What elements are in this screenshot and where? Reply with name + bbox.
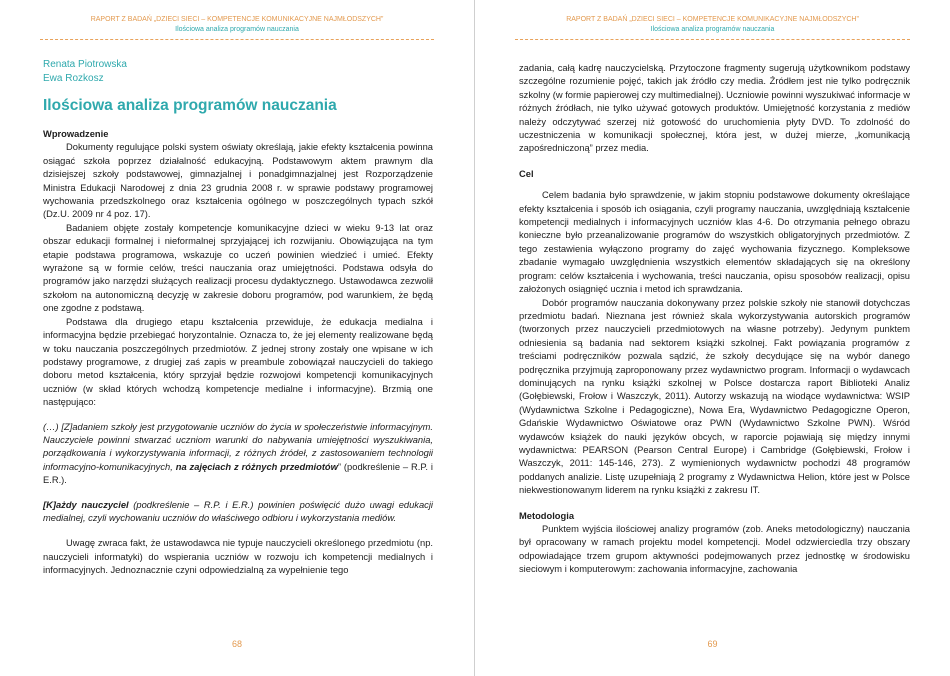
spacer (519, 156, 910, 168)
quote-text: (podkreślenie – R.P. i E.R.) powinien poświęcić dużo uwagi edukacji medialnej, czyli wychowaniu uczniów do właściwego odbioru i wykorzystania mediów. (43, 499, 434, 523)
section-title: Ilościowa analiza programów nauczania (650, 26, 775, 33)
right-body (519, 62, 910, 577)
heading-methodology: Metodologia (519, 510, 575, 521)
quote-emphasis: na zajęciach z różnych przedmiotów (175, 461, 338, 472)
left-body (43, 58, 433, 578)
report-title: RAPORT Z BADAŃ „DZIECI SIECI – KOMPETENCJE KOMUNIKACYJNE NAJMŁODSZYCH” (566, 16, 859, 23)
paragraph: Uwagę zwraca fakt, że ustawodawca nie typuje nauczycieli określonego przedmiotu (np. nauczycieli informatyki) do wspierania uczniów w rozwoju ich kompetencji medialnych i informacyjnych. Jednoznacznie czyni odpowiedzialną za wypełnienie tego (43, 538, 433, 576)
author-2: Ewa Rozkosz (43, 73, 104, 84)
header-divider (40, 39, 434, 40)
spacer (519, 181, 910, 189)
paragraph: Badaniem objęte zostały kompetencje komunikacyjne dzieci w wieku 9-13 lat oraz obszar edukacji formalnej i nieformalnej sprzyjającej ich rozwijaniu. Obowiązująca na tym etapie podstawa programowa, wskazuje co uczeń powinien wiedzieć i umieć. Efekty wyrażone są w formie celów, treści nauczania oraz umiejętności. Podstawa odsyła do programów jako narzędzi służących realizacji procesu dydaktycznego. Ustawodawca zezwolił szkołom na autonomiczną decyzję w zakresie doboru programów, pod warunkiem, że będą one zgodne z podstawą. (43, 222, 433, 314)
heading-goal: Cel (519, 168, 534, 179)
quote-note: ” (podkreślenie – R.P. i E.R.). (43, 461, 433, 486)
heading-intro: Wprowadzenie (43, 129, 109, 139)
author-1: Renata Piotrowska (43, 59, 127, 70)
paragraph: Celem badania było sprawdzenie, w jakim stopniu podstawowe dokumenty określające efekty kształcenia i sposób ich osiągania, czyli programy nauczania, uwzględniają kształcenie kompetencji medialnych i informacyjnych uczniów klas 4-6. Do otrzymania pełnego obrazu konieczne było przeanalizowanie programów do wszystkich obligatoryjnych przedmiotów. Z tego zestawienia wyłączono programy do zajęć wychowania fizycznego. Kompleksowe zbadanie wymagało uwzględnienia wszystkich elementów składających się na określony program: celów kształcenia i wychowania, treści nauczania, opisu sposobów realizacji, opisu założonych osiągnięć ucznia i metod ich sprawdzania. (519, 190, 910, 295)
running-head (40, 15, 434, 35)
chapter-title: Ilościowa analiza programów nauczania (43, 97, 337, 114)
paragraph: zadania, całą kadrę nauczycielską. Przytoczone fragmenty sugerują użytkownikom podstawy szczególne rozumienie pojęć, takich jak źródło czy media. Źródłem jest nie tylko podręcznik szkolny (w formie papierowej czy multimedialnej). Uczniowie powinni wyszukiwać informacje w różnych źródłach, nie tylko używać gotowych produktów. Umiejętność korzystania z mediów należy odczytywać szerzej niż gotowość do uruchomienia płyty DVD. To zdolność do uczestniczenia w komunikacji społecznej, która jest, w dużej mierze, „komunikacją zapośredniczoną” przez media. (519, 63, 911, 154)
quote-text: (…) [Z]adaniem szkoły jest przygotowanie uczniów do życia w społeczeństwie informacyjnym. Nauczyciele powinni stwarzać uczniom warunki do nabywania umiejętności wyszukiwania, porządkowania i wykorzystywania informacji, z różnych źródeł, z zastosowaniem technologii informacyjno-komunikacyjnych, (43, 421, 433, 472)
page-number: 69 (707, 639, 718, 649)
paragraph: Punktem wyjścia ilościowej analizy programów (zob. Aneks metodologiczny) nauczania był opracowany w ramach projektu model kompetencji. Model odzwierciedla trzy obszary odpowiadające trzem grupom aktywności podejmowanych przez jednostkę w środowisku sieciowym i komputerowym: zachowania informacyjne, zachowania (519, 524, 910, 575)
paragraph: Podstawa dla drugiego etapu kształcenia przewiduje, że edukacja medialna i informacyjna będzie przebiegać horyzontalnie. Oznacza to, że jej elementy realizowane będą w toku nauczania poszczególnych przedmiotów. Z jednej strony zostały one wpisane w ich podstawy programowe, z drugiej zaś zapis w preambule zobowiązał nauczycieli do takiego doboru metod kształcenia, który sprzyjał będzie rozwojowi kompetencji komunikacyjnych uczniów (w skład których wchodzą kompetencje medialne i informacyjne). Brzmią one następująco: (43, 316, 433, 408)
section-title: Ilościowa analiza programów nauczania (175, 26, 299, 33)
running-head (515, 15, 910, 35)
page-number: 68 (231, 639, 242, 649)
right-page (475, 0, 950, 676)
quote-1 (43, 421, 433, 488)
spacer (43, 525, 433, 537)
quote-2 (43, 499, 433, 526)
header-divider (515, 39, 910, 40)
paragraph: Dobór programów nauczania dokonywany przez polskie szkoły nie stanowił dotychczas przedmiotu badań. Nieznana jest również skala wykorzystywania autorskich programów (tworzonych przez nauczycieli przedmiotowych na własne potrzeby). Jedynym punktem odniesienia są badania nad sektorem książki szkolnej. Fakt powiązania programów z treściami podręczników pozwala sądzić, że szkoły decydujące się na wybór danego podręcznika przyjmują zaproponowany przez wydawnictwo program. Informacji o wydawcach dominujących na rynku książki szkolnej w Polsce dostarcza raport Biblioteki Analiz (Gołębiewski, Frołow i Waszczyk, 2011). Autorzy wskazują na wiodące wydawnictwa: WSIP (Wydawnictwa Szkolne i Pedagogiczne), Nowa Era, Wydawnictwo Pedagogiczne Operon, Gdańskie Wydawnictwo Oświatowe oraz PWN (Wydawnictwo Szkolne PWN). Wśród wydawców książek do nauki języków obcych, w raporcie pojawiają się między innymi wydawnictwa: PEARSON (Pearson Central Europe) i Cambridge (Gołębiewski, Frołow i Waszczyk, 2011: 145-146, 273). Z wymienionych wydawnictw pochodzi 48 programów poddanych analizie. Listę uzupełniają 2 programy z Wydawnictwa Helion, które jest w Polsce niekwestionowanym liderem na rynku książki z zakresu IT. (519, 297, 910, 496)
report-title: RAPORT Z BADAŃ „DZIECI SIECI – KOMPETENCJE KOMUNIKACYJNE NAJMŁODSZYCH” (90, 16, 384, 23)
spacer (519, 498, 910, 510)
paragraph: Dokumenty regulujące polski system oświaty określają, jakie efekty kształcenia powinna osiągać szkoła poprzez działalność edukacyjną. Podstawowym aktem prawnym dla dzisiejszej szkoły podstawowej, gimnazjalnej i ponadgimnazjalnej jest Rozporządzenie Ministra Edukacji Narodowej z dnia 23 grudnia 2008 r. w sprawie podstawy programowej wychowania przedszkolnego oraz kształcenia ogólnego w poszczególnych typach szkół (Dz.U. 2009 nr 4 poz. 17). (43, 142, 433, 220)
quote-emphasis: [K]ażdy nauczyciel (43, 499, 129, 510)
